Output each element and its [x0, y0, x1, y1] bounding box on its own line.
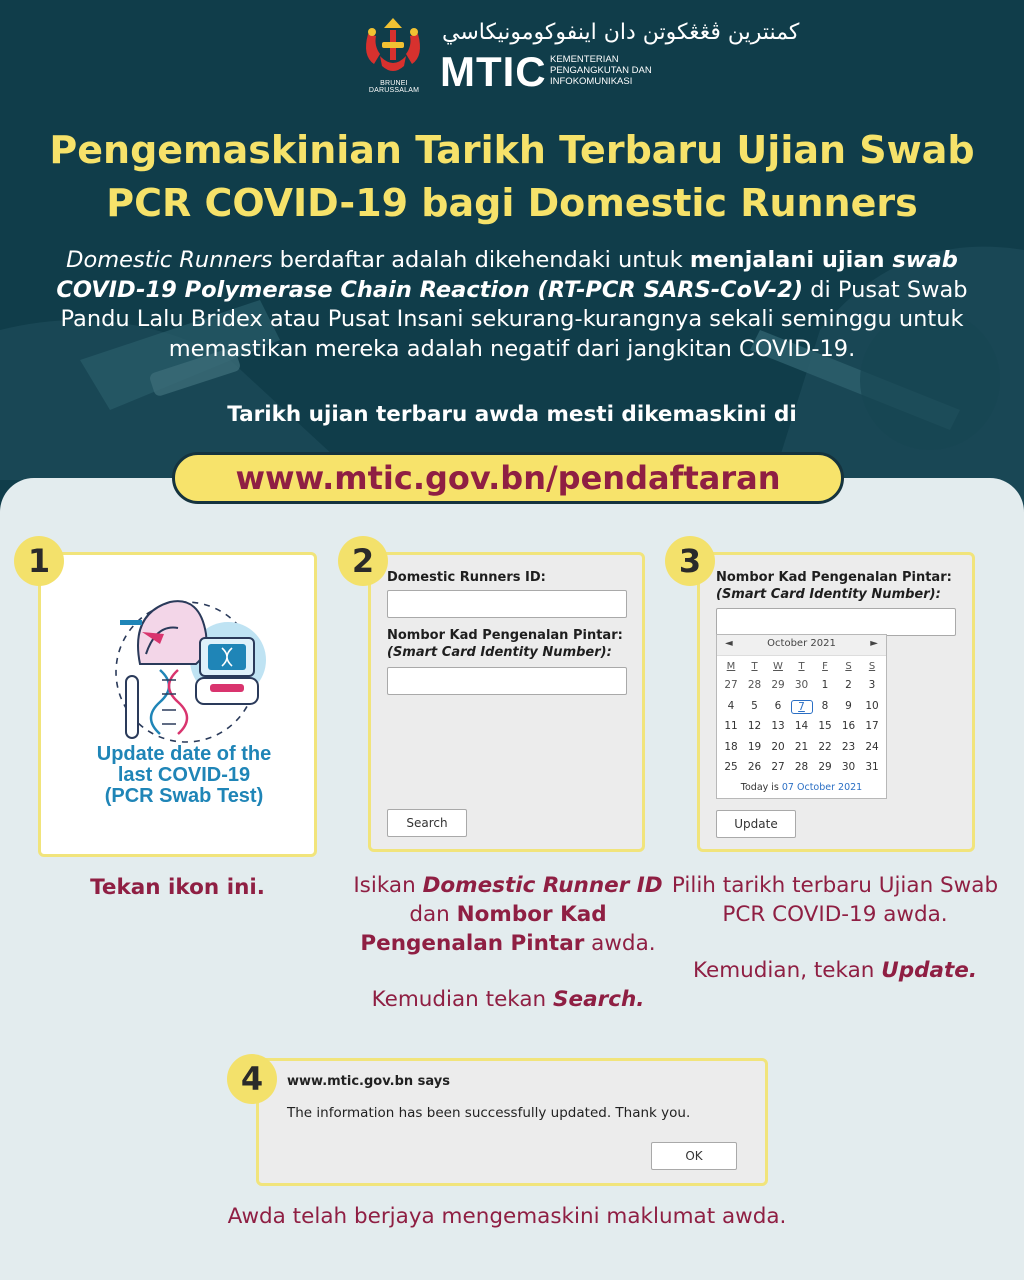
brunei-crest-icon: [360, 16, 426, 78]
step2-caption: Isikan Domestic Runner ID dan Nombor Kad Pengenalan Pintar awda. Kemudian tekan Search.: [353, 873, 663, 1012]
calendar-day[interactable]: 11: [724, 720, 738, 732]
mtic-brand: MTIC: [440, 48, 547, 95]
calendar-day[interactable]: 20: [771, 740, 785, 753]
calendar-month: October 2021: [767, 638, 836, 649]
calendar-day[interactable]: 21: [794, 740, 809, 753]
calendar-day[interactable]: 30: [794, 679, 809, 691]
calendar-day[interactable]: 6: [774, 699, 782, 712]
calendar-day[interactable]: 25: [724, 761, 738, 773]
calendar-day[interactable]: 17: [865, 720, 879, 732]
weekday-header: T: [798, 661, 805, 672]
calendar-day[interactable]: 3: [868, 679, 876, 691]
calendar-day[interactable]: 23: [841, 740, 856, 753]
calendar-day[interactable]: 8: [821, 699, 829, 712]
calendar-day-selected[interactable]: 7: [791, 700, 813, 714]
update-icon-text[interactable]: Update date of the last COVID-19 (PCR Swab Test): [96, 743, 272, 807]
ministry-name: KEMENTERIAN PENGANGKUTAN DAN INFOKOMUNIKASI: [550, 54, 652, 87]
smart-card-input-step3[interactable]: [716, 608, 956, 636]
search-button[interactable]: Search: [387, 809, 467, 837]
date-picker-calendar[interactable]: [716, 634, 887, 799]
step3-badge: 3: [665, 536, 715, 586]
step1-caption: Tekan ikon ini.: [90, 875, 265, 900]
page-title: Pengemaskinian Tarikh Terbaru Ujian Swab PCR COVID-19 bagi Domestic Runners: [49, 128, 975, 225]
weekday-header: M: [726, 661, 736, 672]
calendar-day[interactable]: 31: [865, 761, 879, 773]
calendar-day[interactable]: 27: [771, 761, 785, 773]
next-month-icon[interactable]: ►: [870, 638, 878, 649]
calendar-day[interactable]: 22: [818, 740, 832, 753]
pcr-swab-test-icon[interactable]: [100, 594, 280, 744]
calendar-day[interactable]: 2: [845, 679, 852, 691]
update-note: Tarikh ujian terbaru awda mesti dikemaskini di: [227, 402, 797, 427]
calendar-day[interactable]: 14: [794, 720, 809, 732]
weekday-header: T: [751, 661, 758, 672]
calendar-day[interactable]: 29: [818, 761, 832, 773]
step3-caption: Pilih tarikh terbaru Ujian Swab PCR COVID-19 awda. Kemudian, tekan Update.: [671, 873, 999, 983]
runner-id-label: Domestic Runners ID:: [387, 570, 546, 585]
dialog-title: www.mtic.gov.bn says: [287, 1074, 450, 1089]
ok-button[interactable]: OK: [651, 1142, 737, 1170]
prev-month-icon[interactable]: ◄: [725, 638, 733, 649]
final-caption: Awda telah berjaya mengemaskini maklumat awda.: [227, 1204, 787, 1229]
calendar-header: [717, 635, 886, 656]
brunei-label: BRUNEI DARUSSALAM: [368, 80, 420, 94]
weekday-header: S: [868, 661, 876, 672]
calendar-day[interactable]: 9: [845, 699, 852, 712]
update-button[interactable]: Update: [716, 810, 796, 838]
calendar-day[interactable]: 13: [771, 720, 785, 732]
hero-banner: [0, 0, 1024, 520]
calendar-day[interactable]: 30: [841, 761, 856, 773]
calendar-day[interactable]: 15: [818, 720, 832, 732]
weekday-header: F: [822, 661, 828, 672]
calendar-day[interactable]: 16: [841, 720, 856, 732]
calendar-day[interactable]: 27: [724, 679, 738, 691]
calendar-day[interactable]: 29: [771, 679, 785, 691]
calendar-day[interactable]: 28: [794, 761, 809, 773]
smart-card-label-step3: Nombor Kad Pengenalan Pintar: (Smart Card Identity Number):: [716, 570, 952, 602]
calendar-day[interactable]: 24: [865, 740, 879, 753]
today-label: Today is 07 October 2021: [740, 782, 863, 793]
step2-badge: 2: [338, 536, 388, 586]
smart-card-label: Nombor Kad Pengenalan Pintar: (Smart Card Identity Number):: [387, 628, 623, 660]
weekday-header: S: [845, 661, 852, 672]
calendar-day[interactable]: 4: [727, 699, 735, 712]
calendar-day[interactable]: 18: [724, 740, 738, 753]
calendar-day[interactable]: 12: [747, 720, 762, 732]
weekday-header: W: [773, 661, 783, 672]
registration-url-link[interactable]: www.mtic.gov.bn/pendaftaran: [172, 452, 844, 504]
calendar-day[interactable]: 28: [747, 679, 762, 691]
jawi-ministry-name: كمنترين ڤڠڠكوتن دان اينفوكومونيكاسي: [442, 20, 800, 45]
runner-id-input[interactable]: [387, 590, 627, 618]
mtic-logo: [360, 14, 800, 95]
intro-paragraph: Domestic Runners berdaftar adalah dikehendaki untuk menjalani ujian swab COVID-19 Polymerase Chain Reaction (RT-PCR SARS-CoV-2) di Pusat Swab Pandu Lalu Bridex atau Pusat Insani sekurang-kurangnya sekali seminggu untuk memastikan mereka adalah negatif dari jangkitan COVID-19.: [56, 247, 968, 362]
calendar-day[interactable]: 5: [751, 699, 758, 712]
step4-badge: 4: [227, 1054, 277, 1104]
calendar-day[interactable]: 26: [747, 761, 762, 773]
smart-card-input[interactable]: [387, 667, 627, 695]
dialog-message: The information has been successfully updated. Thank you.: [287, 1105, 691, 1121]
calendar-day[interactable]: 19: [747, 740, 762, 753]
calendar-day[interactable]: 10: [865, 699, 879, 712]
step1-badge: 1: [14, 536, 64, 586]
calendar-day[interactable]: 1: [821, 679, 829, 691]
